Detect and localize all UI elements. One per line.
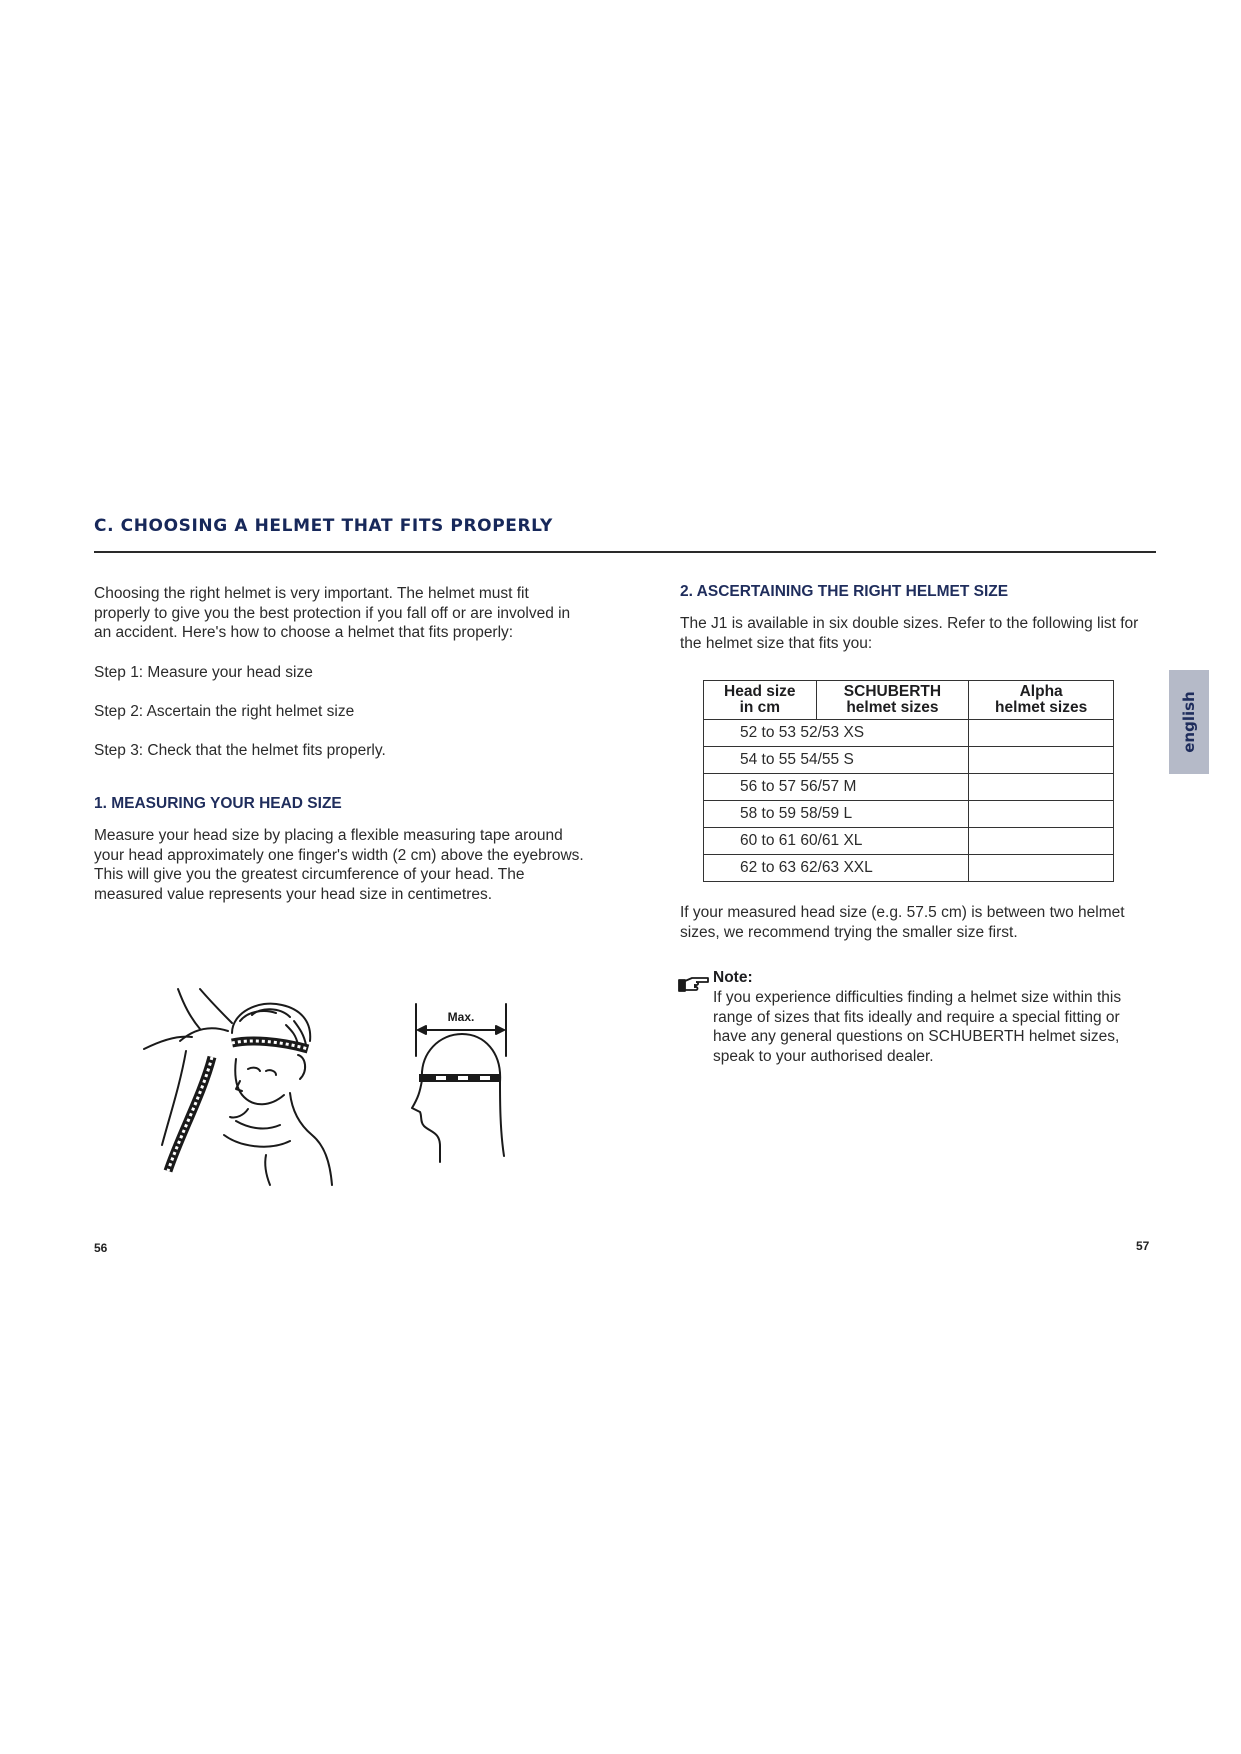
size-row xyxy=(704,828,1114,855)
alpha-size: M xyxy=(843,778,857,795)
schuberth-size: 60/61 xyxy=(800,832,840,849)
sizing-text: The J1 is available in six double sizes. Refer to the following list for the helmet size that fits you: xyxy=(680,615,1139,652)
alpha-cell xyxy=(969,774,1114,801)
schuberth-size: 54/55 xyxy=(800,751,840,768)
between-sizes-text: If your measured head size (e.g. 57.5 cm) is between two helmet sizes, we recommend trying the smaller size first. xyxy=(680,904,1125,941)
alpha-size: XXL xyxy=(843,859,873,876)
size-cell xyxy=(704,774,969,801)
measuring-text: Measure your head size by placing a flexible measuring tape around your head approximately one finger's width (2 cm) above the eyebrows. This will give you the greatest circumference of your head. The measured value represents your head size in centimetres. xyxy=(94,827,584,903)
size-row xyxy=(704,855,1114,882)
alpha-cell xyxy=(969,747,1114,774)
section-title: C. CHOOSING A HELMET THAT FITS PROPERLY xyxy=(94,516,553,536)
alpha-cell xyxy=(969,720,1114,747)
language-tab-label: english xyxy=(1180,691,1198,753)
header-head-size: Head size in cm xyxy=(704,681,817,720)
schuberth-size: 56/57 xyxy=(800,778,840,795)
size-cell xyxy=(704,720,969,747)
page-number-right: 57 xyxy=(1136,1239,1150,1253)
note-text: If you experience difficulties finding a helmet size within this range of sizes that fits ideally and require a special fitting or have any general questions on SCHUBERTH helmet sizes, speak to your authorised dealer. xyxy=(713,989,1122,1065)
head-size-cm: 56 to 57 xyxy=(740,778,797,795)
size-table xyxy=(703,680,1114,882)
alpha-cell xyxy=(969,855,1114,882)
head-size-cm: 58 to 59 xyxy=(740,805,797,822)
sizing-heading: 2. ASCERTAINING THE RIGHT HELMET SIZE xyxy=(680,583,1009,600)
alpha-size: XS xyxy=(843,724,865,741)
pointing-hand-icon xyxy=(678,975,710,993)
schuberth-size: 58/59 xyxy=(800,805,840,822)
head-size-cm: 52 to 53 xyxy=(740,724,797,741)
schuberth-size: 52/53 xyxy=(800,724,840,741)
size-row xyxy=(704,720,1114,747)
language-tab xyxy=(1169,670,1209,774)
header-alpha-sizes: Alpha helmet sizes xyxy=(969,681,1114,720)
head-profile-illustration xyxy=(400,1000,518,1165)
intro-text: Choosing the right helmet is very important. The helmet must fit properly to give you the best protection if you fall off or are involved in an accident. Here's how to choose a helmet that fits properly: xyxy=(94,585,571,641)
alpha-size: L xyxy=(843,805,853,822)
note-label: Note: xyxy=(713,969,753,986)
measuring-heading: 1. MEASURING YOUR HEAD SIZE xyxy=(94,795,342,812)
alpha-cell xyxy=(969,828,1114,855)
header-schuberth-sizes: SCHUBERTH helmet sizes xyxy=(816,681,969,720)
size-cell xyxy=(704,828,969,855)
max-label: Max. xyxy=(447,1010,475,1024)
size-row xyxy=(704,801,1114,828)
alpha-cell xyxy=(969,801,1114,828)
alpha-size: S xyxy=(843,751,854,768)
size-cell xyxy=(704,801,969,828)
head-measuring-illustration xyxy=(140,985,340,1205)
head-size-cm: 62 to 63 xyxy=(740,859,797,876)
step-1: Step 1: Measure your head size xyxy=(94,664,313,681)
title-divider xyxy=(94,551,1156,553)
step-3: Step 3: Check that the helmet fits properly. xyxy=(94,742,386,759)
head-size-cm: 60 to 61 xyxy=(740,832,797,849)
size-cell xyxy=(704,855,969,882)
step-2: Step 2: Ascertain the right helmet size xyxy=(94,703,355,720)
size-row xyxy=(704,774,1114,801)
size-row xyxy=(704,747,1114,774)
alpha-size: XL xyxy=(843,832,863,849)
head-size-cm: 54 to 55 xyxy=(740,751,797,768)
page-number-left: 56 xyxy=(94,1241,108,1255)
schuberth-size: 62/63 xyxy=(800,859,840,876)
size-cell xyxy=(704,747,969,774)
